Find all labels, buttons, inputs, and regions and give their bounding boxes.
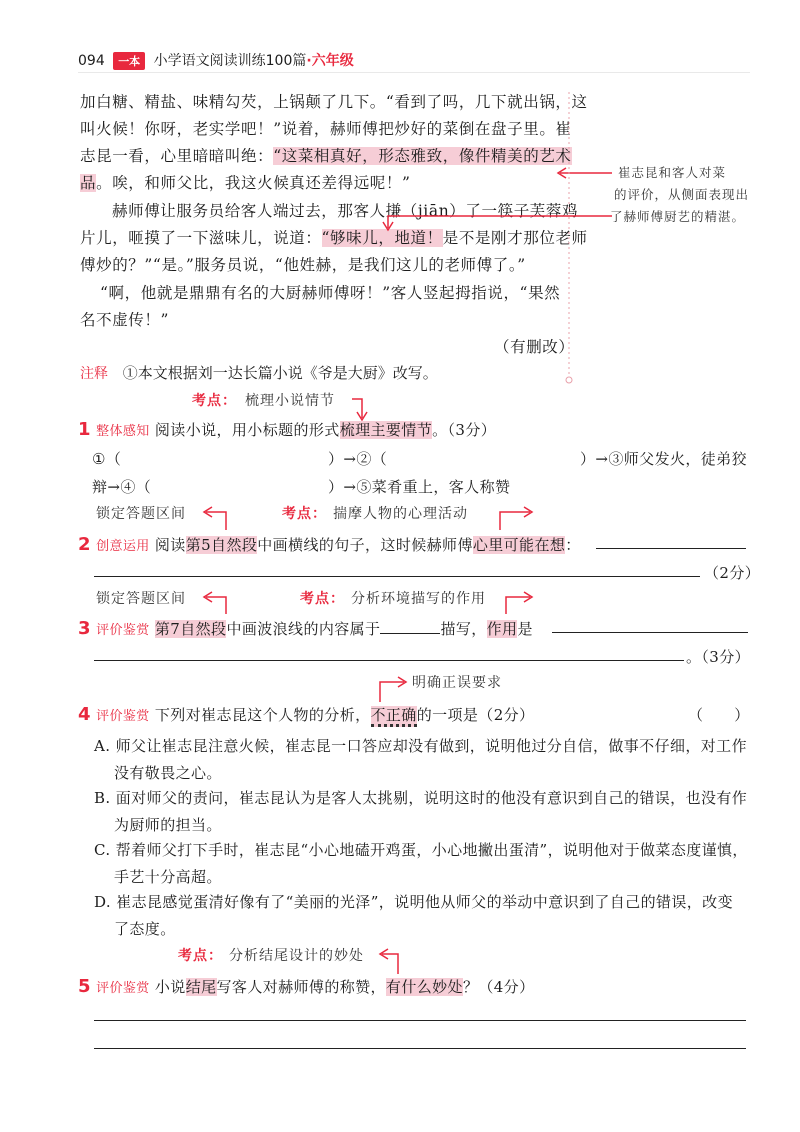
q1-row-text: ）→②（ <box>328 450 388 468</box>
q2-score: （2分） <box>704 564 761 582</box>
option-text: 没有敬畏之心。 <box>114 764 222 782</box>
q2-lock: 锁定答题区间 <box>96 506 186 522</box>
question-category: 评价鉴赏 <box>96 709 150 724</box>
kaodian-label: 考点： <box>300 591 345 607</box>
question-text: 描写， <box>440 620 487 638</box>
option-text: 为厨师的担当。 <box>114 816 222 834</box>
question-keyword: 第7自然段 <box>154 620 227 638</box>
question-text: 是 <box>517 620 533 638</box>
side-annotation-line: 了赫师傅厨艺的精湛。 <box>610 209 746 224</box>
q5-stem <box>78 976 534 997</box>
q1-row-text: ①（ <box>92 450 122 468</box>
highlighted-evaluation-end: 品 <box>80 174 97 192</box>
option-text: B. 面对师父的责问，崔志昆认为是客人太挑剔，说明这时的他没有意识到自己的错误，也没有作 <box>94 789 748 807</box>
option-text: 手艺十分高超。 <box>114 868 222 886</box>
footnote-label: 注释 <box>80 366 108 382</box>
question-keyword: 心里可能在想 <box>472 536 566 554</box>
question-text: 中画横线的句子，这时候赫师傅 <box>257 536 473 554</box>
question-category: 评价鉴赏 <box>96 981 150 996</box>
question-keyword: 结尾 <box>185 978 217 996</box>
passage-text: 片儿，咂摸了一下滋味儿，说道： <box>80 229 322 247</box>
passage-text: 是不是刚才那位老师 <box>442 229 588 247</box>
side-annotation-line: 崔志昆和客人对菜 <box>618 165 727 180</box>
question-number: 1 <box>78 419 91 440</box>
question-category: 评价鉴赏 <box>96 623 150 638</box>
question-text: ： <box>565 536 581 554</box>
option-text: D. 崔志昆感觉蛋清好像有了“美丽的光泽”，说明他从师父的举动中意识到了自己的错误，改变 <box>94 893 733 911</box>
question-category: 创意运用 <box>96 539 150 554</box>
highlighted-evaluation: “这菜相真好，形态雅致，像件精美的艺术 <box>273 147 572 165</box>
question-text: 阅读 <box>154 536 186 554</box>
option-text: 了态度。 <box>114 920 176 938</box>
passage-line: 加白糖、精盐、味精勾芡，上锅颠了几下。“看到了吗，几下就出锅，这 <box>80 93 588 111</box>
question-keyword: 有什么妙处 <box>385 978 463 996</box>
q4-annotation: 明确正误要求 <box>412 675 502 691</box>
passage-line: 名不虚传！” <box>80 311 170 329</box>
brand-badge: 一本 <box>113 52 145 70</box>
passage-line: 叫火候！你呀，老实学吧！”说着，赫师傅把炒好的菜倒在盘子里。崔 <box>80 120 572 138</box>
question-keyword: 梳理主要情节 <box>339 421 433 439</box>
question-keyword: 不正确 <box>371 706 417 727</box>
question-keyword: 作用 <box>486 620 518 638</box>
question-text: 小说 <box>154 978 186 996</box>
question-text: 写客人对赫师傅的称赞， <box>216 978 386 996</box>
kaodian-label: 考点： <box>178 948 223 964</box>
passage-text: 。唉，和师父比，我这火候真还差得远呢！” <box>96 174 411 192</box>
book-title: 小学语文阅读训练100篇 <box>153 53 307 69</box>
passage-text: 志昆一看，心里暗暗叫绝： <box>80 147 274 165</box>
question-text: 下列对崔志昆这个人物的分析， <box>154 706 371 724</box>
question-number: 4 <box>78 704 91 725</box>
passage-line: 赫师傅让服务员给客人端过去，那客人搛（jiān）了一筷子芙蓉鸡 <box>112 202 579 220</box>
question-keyword: 第5自然段 <box>185 536 258 554</box>
q5-answer-line-1[interactable] <box>94 1020 746 1021</box>
kaodian-label: 考点： <box>282 506 327 522</box>
q1-row-text: ）→⑤菜肴重上，客人称赞 <box>328 478 511 496</box>
kaodian-label: 考点： <box>192 393 237 409</box>
passage-line: “啊，他就是鼎鼎有名的大厨赫师傅呀！”客人竖起拇指说，“果然 <box>100 284 561 302</box>
question-text: 中画波浪线的内容属于 <box>226 620 381 638</box>
q1-row-text: 辩→④（ <box>92 478 152 496</box>
side-annotation-line: 的评价，从侧面表现出 <box>614 187 750 202</box>
question-number: 3 <box>78 618 91 639</box>
kaodian-text: 揣摩人物的心理活动 <box>333 506 468 522</box>
highlighted-customer-praise: “够味儿，地道！ <box>321 229 443 247</box>
page-number: 094 <box>78 53 105 69</box>
q3-lock: 锁定答题区间 <box>96 591 186 607</box>
footnote-text: ①本文根据刘一达长篇小说《爷是大厨》改写。 <box>122 364 438 382</box>
question-category: 整体感知 <box>96 424 150 439</box>
q3-score: 。（3分） <box>686 648 751 666</box>
option-text: A. 师父让崔志昆注意火候，崔志昆一口答应却没有做到，说明他过分自信，做事不仔细，对工作 <box>94 737 747 755</box>
question-text: 的一项是（2分） <box>416 706 535 724</box>
kaodian-text: 分析结尾设计的妙处 <box>229 948 364 964</box>
kaodian-text: 梳理小说情节 <box>245 393 335 409</box>
question-text: 。（3分） <box>432 421 497 439</box>
question-text: ？（4分） <box>462 978 535 996</box>
question-number: 2 <box>78 534 91 555</box>
question-text: 阅读小说，用小标题的形式 <box>154 421 340 439</box>
passage-line: 傅炒的？”“是。”服务员说，“他姓赫，是我们这儿的老师傅了。” <box>80 256 526 274</box>
grade-tag: ·六年级 <box>306 53 354 69</box>
q5-answer-line-2[interactable] <box>94 1048 746 1049</box>
q1-row-text: ）→③师父发火，徒弟狡 <box>580 450 747 468</box>
source-note: （有删改） <box>494 338 575 356</box>
kaodian-text: 分析环境描写的作用 <box>351 591 486 607</box>
option-text: C. 帮着师父打下手时，崔志昆“小心地磕开鸡蛋，小心地撇出蛋清”，说明他对于做菜态度谨慎， <box>94 841 748 859</box>
q4-answer-paren[interactable]: （ ） <box>688 706 750 724</box>
question-number: 5 <box>78 976 91 997</box>
